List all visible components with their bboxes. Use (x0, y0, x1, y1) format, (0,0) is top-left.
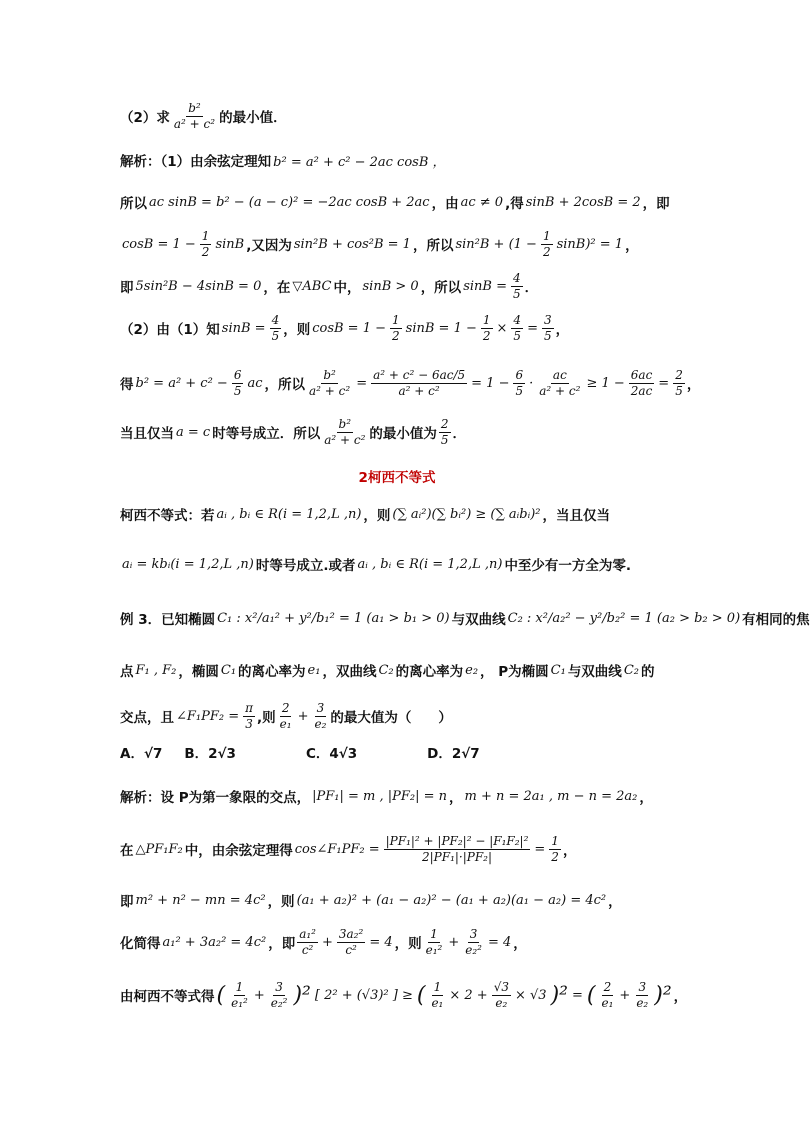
text: ， (513, 936, 527, 952)
math: (∑ aᵢ²)(∑ bᵢ²) ≥ (∑ aᵢbᵢ)² (392, 506, 541, 522)
fraction-3a2sq-over-c2: $\frac{\text{3a₂²}}{\text{c²}}$ (338, 926, 364, 957)
math: = (571, 987, 583, 1003)
cauchy-line-2 (120, 544, 631, 584)
section-heading: 2柯西不等式 (358, 470, 436, 486)
fraction-six-fifths: $\frac{6}{5}$ (515, 367, 524, 398)
text: 由柯西不等式得 (120, 989, 215, 1005)
fraction-sixac-over-2ac: $\frac{6ac}{2ac}$ (630, 367, 653, 398)
math: = 1 − (471, 375, 510, 391)
ex-solution-1 (120, 776, 653, 816)
math: = 4 (369, 934, 393, 950)
text: ， (639, 790, 653, 806)
fraction-ac-over-a2c2: $\frac{ac}{\text{a² + c²}}$ (539, 367, 581, 398)
fraction-half: $\frac{1}{2}$ (482, 312, 491, 343)
text: 的最大值为（ ） (330, 710, 452, 726)
fraction-b2-over-a2c2: $\frac{\text{b²}}{\text{a² + c²}}$ (173, 100, 216, 131)
text: ，则 (283, 322, 311, 338)
fraction-four-fifths: $\frac{4}{5}$ (512, 270, 521, 301)
options-line (120, 732, 502, 772)
text: 得 (120, 377, 134, 393)
solution-line-3 (120, 182, 670, 222)
math: sinB = (221, 320, 266, 336)
math: × (496, 320, 508, 336)
fraction-1-over-e1sq: $\frac{1}{\text{e₁²}}$ (231, 979, 248, 1010)
math: m² + n² − mn = 4c² (135, 892, 266, 908)
solution-line-6 (120, 308, 569, 348)
text: ，当且仅当 (542, 508, 610, 524)
math: sinB)² = 1 (556, 236, 624, 252)
text: ,又因为 (246, 238, 292, 254)
cauchy-line-1 (120, 494, 610, 534)
math: )² (654, 982, 672, 1008)
math: sin²B + cos²B = 1 (293, 236, 411, 252)
text: ， (608, 894, 622, 910)
fraction-3-over-e2sq: $\frac{3}{\text{e₂²}}$ (270, 979, 288, 1010)
math: C₁ (550, 662, 566, 678)
math: aᵢ , bᵢ ∈ R(i = 1,2,L ,n) (216, 506, 362, 522)
text: ， (673, 989, 688, 1005)
math: C₂ : x²/a₂² − y²/b₂² = 1 (a₂ > b₂ > 0) (507, 610, 741, 626)
math: |PF₁| = m , |PF₂| = n (312, 788, 447, 804)
fraction-2-over-e1: $\frac{2}{\text{e₁}}$ (279, 700, 292, 731)
fraction-six-fifths: $\frac{6}{5}$ (233, 367, 242, 398)
text: 在 (120, 843, 134, 859)
math: F₁ , F₂ (135, 662, 177, 678)
text: 时等号成立.或者 (255, 558, 356, 574)
fraction-complex: $\frac{\text{a² + c² − 6ac/5}}{\text{a² + c²}}$ (373, 367, 466, 398)
fraction-half: $\frac{1}{2}$ (542, 228, 551, 259)
text: 中至少有一方全为零. (504, 558, 632, 574)
solution-line-8 (120, 412, 466, 452)
fraction-four-fifths: $\frac{4}{5}$ (513, 312, 522, 343)
text: ， (449, 790, 463, 806)
math: = (534, 841, 546, 857)
solution-intro (120, 140, 448, 180)
math: e₁ (307, 662, 321, 678)
example-line-2 (120, 650, 654, 690)
text: 的离心率为 (395, 664, 464, 680)
example-line-1 (120, 598, 810, 638)
option-d[interactable]: D．2√7 (427, 746, 480, 762)
fraction-two-fifths: $\frac{2}{5}$ (675, 367, 683, 398)
text: 有相同的焦 (742, 612, 810, 628)
math: = (658, 375, 670, 391)
fraction-2-over-e1: $\frac{2}{\text{e₁}}$ (601, 979, 614, 1010)
math: △PF₁F₂ (135, 841, 183, 857)
text: ，所以 (420, 280, 462, 296)
math: [ 2² + (√3)² ] ≥ (314, 987, 413, 1003)
ex-solution-5: 由柯西不等式得 ( $\frac{1}{\text{e₁²}}$ + $\frac{3}{\text{e₂²}}$ )² [ 2² + (√3)² ] ≥ ( $\frac{1}{\text{e₁}}$ × 2 + $\frac{√3}{\text{e₂}}$ × √3 )² = ( $\frac{2}{\text{e₁}}$ + $\frac{3}{\text{e₂}}$ )² ， (120, 979, 688, 1010)
math: m + n = 2a₁ , m − n = 2a₂ (464, 788, 638, 804)
math: + (321, 934, 333, 950)
text: 交点，且 (120, 710, 174, 726)
fraction-a1sq-over-c2: $\frac{\text{a₁²}}{\text{c²}}$ (299, 926, 316, 957)
fraction-b2-over-a2c2: $\frac{\text{b²}}{\text{a² + c²}}$ (324, 416, 366, 447)
math: ▽ABC (292, 278, 332, 294)
math: 5sin²B − 4sinB = 0 (135, 278, 262, 294)
option-b[interactable]: B．2√3 (184, 746, 236, 762)
fraction-four-fifths: $\frac{4}{5}$ (271, 312, 280, 343)
fraction-cosine: $\frac{\text{|PF₁|² + |PF₂|² − |F₁F₂|²}}{\text{2|PF₁|·|PF₂|}}$ (385, 833, 529, 864)
text: ． (524, 280, 539, 296)
text: ， (686, 377, 701, 393)
text: 的最小值． (219, 110, 287, 126)
math: × √3 (514, 987, 547, 1003)
math: sinB = (463, 278, 507, 294)
text: 当且仅当 (120, 426, 174, 442)
math: sin²B + (1 − (455, 236, 537, 252)
text: 的 (640, 664, 655, 680)
text: ，即 (642, 196, 670, 212)
math: ∠F₁PF₂ = (176, 708, 240, 724)
text: ， (625, 238, 639, 254)
ex-solution-4 (120, 922, 527, 962)
text: ，双曲线 (322, 664, 377, 680)
fraction-1-over-e1: $\frac{1}{\text{e₁}}$ (431, 979, 444, 1010)
text: 例 3．已知椭圆 (120, 612, 216, 628)
math: ( (216, 982, 226, 1008)
math: )² (550, 982, 568, 1008)
fraction-3-over-e2: $\frac{3}{\text{e₂}}$ (314, 700, 327, 731)
fraction-sqrt3-over-e2: $\frac{√3}{\text{e₂}}$ (493, 979, 509, 1010)
text: ,得 (505, 196, 524, 212)
fraction-1-over-e1sq: $\frac{1}{\text{e₁²}}$ (425, 926, 443, 957)
text: ， (555, 322, 570, 338)
math: + (297, 708, 309, 724)
option-c[interactable]: C．4√3 (305, 746, 358, 762)
math: C₁ (220, 662, 237, 678)
fraction-two-fifths: $\frac{2}{5}$ (440, 416, 449, 447)
math: C₁ : x²/a₁² + y²/b₁² = 1 (a₁ > b₁ > 0) (217, 610, 450, 626)
text: ，则 (267, 894, 295, 910)
text: ，则 (394, 936, 422, 952)
math: e₂ (465, 662, 479, 678)
option-a[interactable]: A．√7 (120, 746, 163, 762)
text: ，则 (363, 508, 391, 524)
text: ，所以 (412, 238, 454, 254)
text: 柯西不等式：若 (120, 508, 215, 524)
solution-line-4 (120, 224, 639, 264)
math: cosB = 1 − (122, 236, 196, 252)
fraction-3-over-e2sq: $\frac{3}{\text{e₂²}}$ (465, 926, 482, 957)
math: = (527, 320, 538, 336)
math: ≥ 1 − (586, 375, 625, 391)
ex-solution-3 (120, 880, 622, 920)
math: cosB = 1 − (312, 320, 387, 336)
math: = (356, 375, 368, 391)
math: × 2 + (449, 987, 488, 1003)
math: · (529, 375, 534, 391)
text: ,则 (257, 710, 276, 726)
math: aᵢ = kbᵢ(i = 1,2,L ,n) (122, 556, 254, 572)
math: C₂ (378, 662, 394, 678)
text: 即 (120, 894, 134, 910)
text: 与双曲线 (451, 612, 506, 628)
text: 化简得 (120, 936, 161, 952)
math: a₁² + 3a₂² = 4c² (162, 934, 267, 950)
text: ，所以 (264, 377, 305, 393)
solution-line-7 (120, 358, 700, 408)
text: 解析：设 P为第一象限的交点， (120, 790, 311, 806)
math: sinB = 1 − (405, 320, 477, 336)
fraction-b2-over-a2c2: $\frac{\text{b²}}{\text{a² + c²}}$ (309, 367, 351, 398)
fraction-half: $\frac{1}{2}$ (201, 228, 210, 259)
math: C₂ (623, 662, 639, 678)
fraction-3-over-e2: $\frac{3}{\text{e₂}}$ (636, 979, 649, 1010)
text: ， P为椭圆 (480, 664, 549, 680)
fraction-half: $\frac{1}{2}$ (551, 833, 559, 864)
text: 时等号成立．所以 (212, 426, 321, 442)
math: ac ≠ 0 (460, 194, 504, 210)
math: + (448, 934, 460, 950)
text: （2）求 (120, 110, 170, 126)
text: 中， (333, 280, 361, 296)
text: 与双曲线 (567, 664, 622, 680)
text: 中，由余弦定理得 (184, 843, 293, 859)
math: aᵢ , bᵢ ∈ R(i = 1,2,L ,n) (357, 556, 503, 572)
fraction-three-fifths: $\frac{3}{5}$ (543, 312, 552, 343)
text: ，椭圆 (178, 664, 219, 680)
ex-solution-2 (120, 826, 576, 872)
math: ac sinB = b² − (a − c)² = −2ac cosB + 2ac (149, 194, 430, 210)
text: ，由 (431, 196, 459, 212)
fraction-pi-over-3: $\frac{\pi}{3}$ (245, 700, 254, 731)
math: sinB > 0 (362, 278, 419, 294)
text: 的最小值为 (369, 426, 437, 442)
text: 所以 (120, 196, 147, 212)
math: cos∠F₁PF₂ = (294, 841, 380, 857)
math: ( (416, 982, 426, 1008)
math: ac (247, 375, 263, 391)
math: )² (293, 982, 311, 1008)
text: （2）由（1）知 (120, 322, 220, 338)
text: ，即 (268, 936, 296, 952)
part2-question (120, 96, 287, 136)
fraction-half: $\frac{1}{2}$ (392, 312, 400, 343)
math: a = c (176, 424, 211, 440)
math: b² = a² + c² − (135, 375, 228, 391)
text: ， (562, 843, 577, 859)
text: 的离心率为 (238, 664, 306, 680)
text: ． (452, 426, 467, 442)
math: sinB (215, 236, 245, 252)
math: ( (586, 982, 596, 1008)
solution-line-5 (120, 266, 538, 306)
text: 解析：（1）由余弦定理知 (120, 154, 272, 170)
math: b² = a² + c² − 2ac cosB ， (273, 154, 446, 170)
text: ，在 (263, 280, 291, 296)
text: 即 (120, 280, 134, 296)
math: (a₁ + a₂)² + (a₁ − a₂)² − (a₁ + a₂)(a₁ − a₂) = 4c² (296, 892, 607, 908)
text: 点 (120, 664, 134, 680)
math: = 4 (487, 934, 512, 950)
math: sinB + 2cosB = 2 (525, 194, 641, 210)
